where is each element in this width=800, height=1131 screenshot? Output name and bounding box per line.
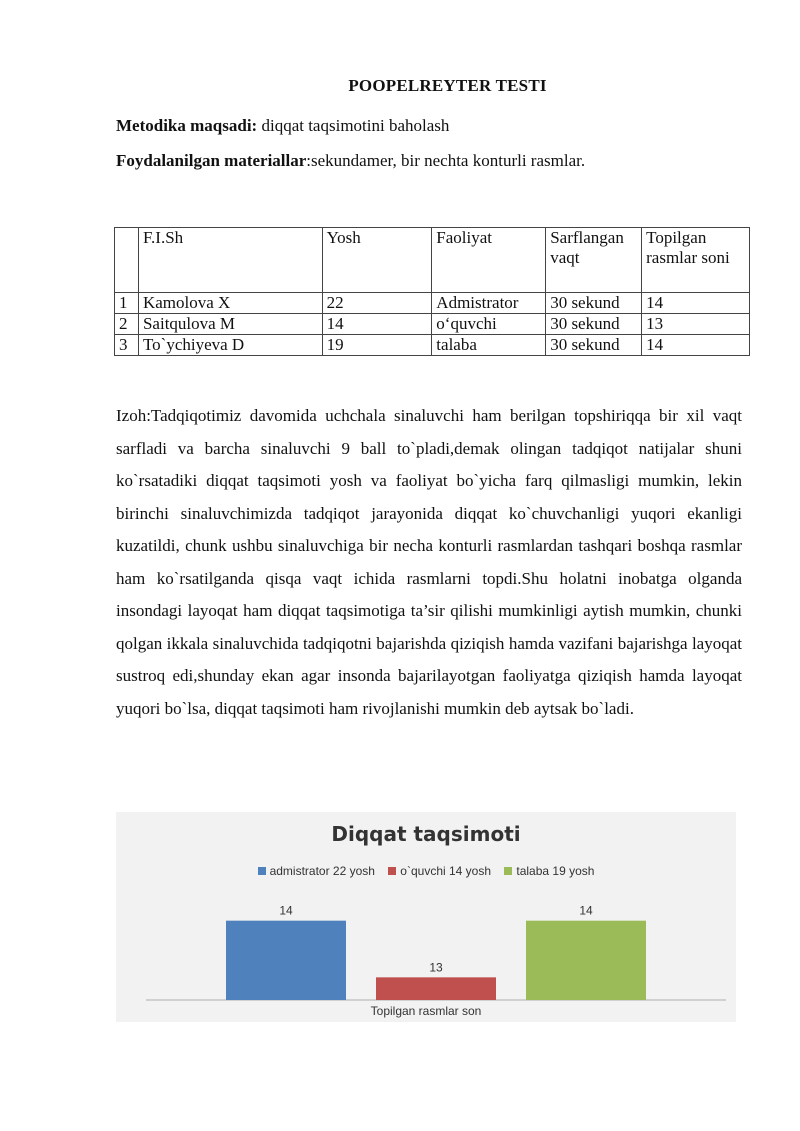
materials-line — [116, 151, 585, 171]
table-cell: 30 sekund — [546, 335, 642, 356]
data-label-2: 13 — [429, 960, 443, 975]
bar-3 — [526, 921, 646, 1000]
header-cell: Faoliyat — [432, 228, 546, 293]
header-cell: Yosh — [322, 228, 432, 293]
materials-label: Foydalanilgan materiallar — [116, 151, 307, 170]
x-axis-label: Topilgan rasmlar son — [370, 1004, 482, 1018]
legend-label: talaba 19 yosh — [516, 864, 595, 878]
table-cell: 14 — [642, 335, 750, 356]
table-cell: Saitqulova M — [138, 314, 322, 335]
chart-title: Diqqat taqsimoti — [331, 822, 521, 846]
doc-title: POOPELREYTER TESTI — [348, 76, 547, 95]
table-cell: 22 — [322, 293, 432, 314]
table-cell: o‘quvchi — [432, 314, 546, 335]
table-cell: Admistrator — [432, 293, 546, 314]
table-cell: 30 sekund — [546, 314, 642, 335]
table-cell: 14 — [322, 314, 432, 335]
legend-label: o`quvchi 14 yosh — [400, 864, 492, 878]
header-cell: Sarflangan vaqt — [546, 228, 642, 293]
header-cell — [115, 228, 139, 293]
materials-text: :sekundamer, bir nechta konturli rasmlar. — [306, 151, 586, 170]
purpose-text: diqqat taqsimotini baholash — [257, 116, 450, 135]
results-table — [114, 227, 750, 356]
header-cell: F.I.Sh — [138, 228, 322, 293]
table-cell: 2 — [115, 314, 139, 335]
table-cell: 19 — [322, 335, 432, 356]
table-cell: 13 — [642, 314, 750, 335]
purpose-line — [116, 116, 449, 136]
table-cell: 30 sekund — [546, 293, 642, 314]
table-row — [115, 314, 750, 335]
data-label-3: 14 — [579, 903, 593, 918]
chart-plot — [116, 812, 736, 1022]
table-cell: 3 — [115, 335, 139, 356]
table-cell: To`ychiyeva D — [138, 335, 322, 356]
purpose-label: Metodika maqsadi: — [116, 116, 258, 135]
table-cell: talaba — [432, 335, 546, 356]
table-row — [115, 293, 750, 314]
table-cell: 14 — [642, 293, 750, 314]
bar-2 — [376, 977, 496, 1000]
header-cell: Topilgan rasmlar soni — [642, 228, 750, 293]
table-cell: 1 — [115, 293, 139, 314]
table-header-row — [115, 228, 750, 293]
bar-chart — [116, 812, 736, 1022]
body-paragraph: Izoh:Tadqiqotimiz davomida uchchala sinaluvchi ham berilgan topshiriqqa bir xil vaqt sarfladi va barcha sinaluvchi 9 ball to`pladi,demak olingan tadqiqot natijalar shuni ko`rsatadiki diqqat taqsimoti yosh va faoliyat bo`yicha farq qilmasligi mumkin, lekin birinchi sinaluvchimizda tadqiqot jarayonida diqqat ko`chuvchanligi yuqori ekanligi kuzatildi, chunk ushbu sinaluvchiga bir necha konturli rasmlardan tashqari boshqa rasmlar ham ko`rsatilganda qisqa vaqt ichida rasmlarni topdi.Shu holatni inobatga olganda insondagi layoqat ham diqqat taqsimotiga ta’sir qilishi mumkinligi aytish mumkin, chunki qolgan ikkala sinaluvchida tadqiqotni bajarishda qiziqish hamda vazifani bajarishga layoqat sustroq edi,shunday ekan agar insonda bajarilayotgan faoliyatga qiziqish hamda layoqat yuqori bo`lsa, diqqat taqsimoti ham rivojlanishi mumkin deb aytsak bo`ladi. — [116, 406, 742, 718]
data-label-1: 14 — [279, 903, 293, 918]
table-cell: Kamolova X — [138, 293, 322, 314]
bar-1 — [226, 921, 346, 1000]
legend-label: admistrator 22 yosh — [269, 864, 375, 878]
table-row — [115, 335, 750, 356]
